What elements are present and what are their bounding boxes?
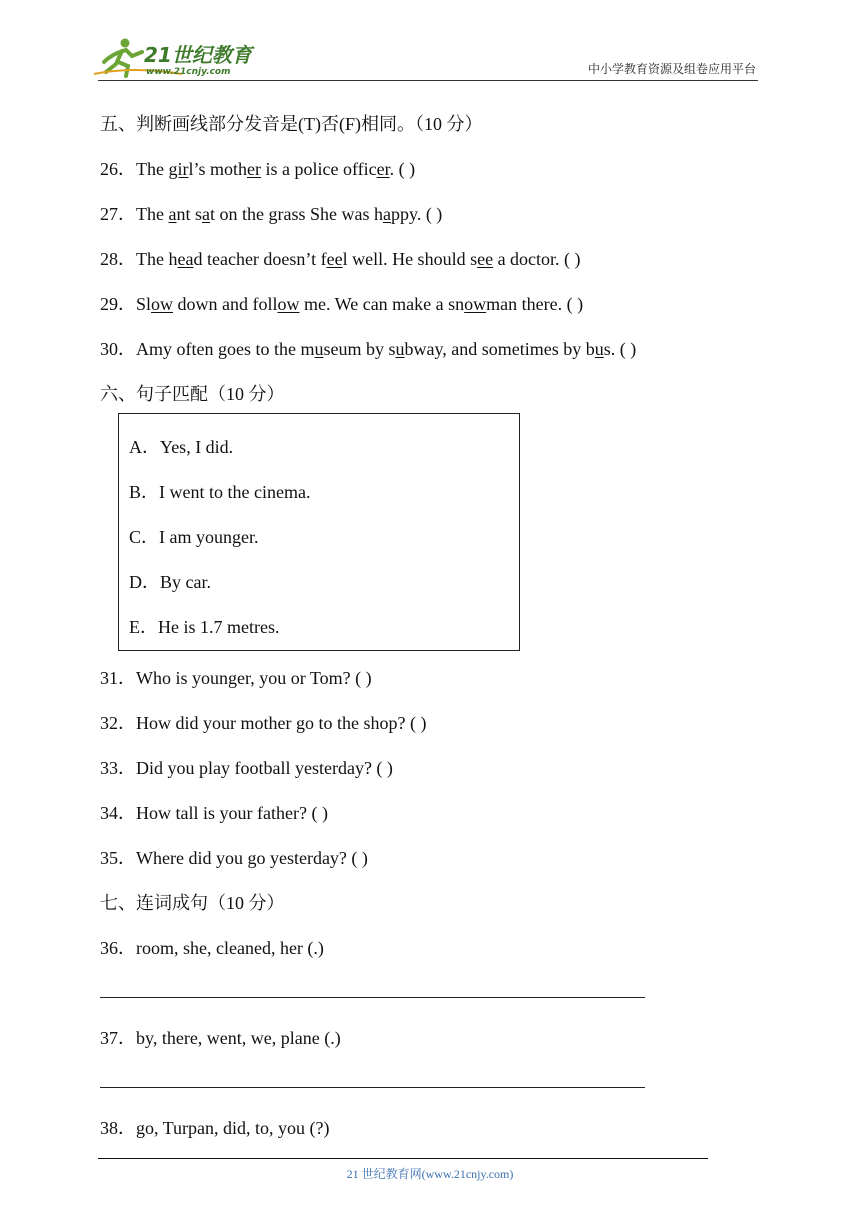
question-number: 38． — [100, 1118, 136, 1138]
header-divider — [98, 80, 758, 81]
footer-divider — [98, 1158, 708, 1159]
sentence-text: is a police offic — [260, 159, 377, 179]
question-number: 32． — [100, 713, 136, 733]
question-text: go, Turpan, did, to, you (?) — [136, 1118, 330, 1138]
underlined-sound: ow — [151, 294, 174, 314]
option-c: C．I am younger. — [129, 527, 259, 547]
underlined-sound: ow — [464, 294, 487, 314]
underlined-sound: a — [202, 204, 210, 224]
logo-url: www.21cnjy.com — [146, 67, 231, 77]
underlined-sound: ee — [326, 249, 343, 269]
question-30 — [100, 335, 636, 361]
question-number: 35． — [100, 848, 136, 868]
question-text: Who is younger, you or Tom? ( ) — [136, 668, 372, 688]
question-number: 28． — [100, 249, 136, 269]
sentence-text: ppy. ( ) — [390, 204, 443, 224]
question-text: Did you play football yesterday? ( ) — [136, 758, 393, 778]
question-31 — [100, 664, 372, 690]
question-number: 36． — [100, 938, 136, 958]
question-27 — [100, 200, 442, 226]
underlined-sound: u — [395, 339, 405, 359]
question-number: 37． — [100, 1028, 136, 1048]
question-34 — [100, 799, 328, 825]
section7-title: 七、连词成句（10 分） — [100, 893, 285, 913]
logo-text: 21世纪教育 — [144, 43, 252, 67]
underlined-sound: er — [247, 159, 261, 179]
answer-line-37[interactable] — [100, 1087, 645, 1088]
underlined-sound: gir — [168, 159, 189, 179]
question-35 — [100, 844, 368, 870]
option-a: A．Yes, I did. — [129, 437, 234, 457]
underlined-sound: u — [314, 339, 324, 359]
underlined-sound: ee — [477, 249, 494, 269]
question-29 — [100, 290, 583, 316]
sentence-text: l’s moth — [188, 159, 247, 179]
question-number: 31． — [100, 668, 136, 688]
option-e: E．He is 1.7 metres. — [129, 617, 280, 637]
sentence-text: The — [136, 159, 169, 179]
question-32 — [100, 709, 426, 735]
sentence-text: down and foll — [173, 294, 278, 314]
question-text: How tall is your father? ( ) — [136, 803, 328, 823]
question-text: room, she, cleaned, her (.) — [136, 938, 324, 958]
sentence-text: a doctor. ( ) — [493, 249, 581, 269]
question-text: by, there, went, we, plane (.) — [136, 1028, 341, 1048]
question-text: Where did you go yesterday? ( ) — [136, 848, 368, 868]
question-number: 30． — [100, 339, 136, 359]
sentence-text: t on the grass She was h — [210, 204, 383, 224]
underlined-sound: a — [382, 204, 391, 224]
question-number: 33． — [100, 758, 136, 778]
sentence-text: seum by s — [323, 339, 396, 359]
footer-text: 21 世纪教育网(www.21cnjy.com) — [346, 1167, 514, 1181]
sentence-text: The h — [136, 249, 178, 269]
sentence-text: l well. He should s — [342, 249, 478, 269]
underlined-sound: ow — [277, 294, 300, 314]
platform-tagline: 中小学教育资源及组卷应用平台 — [587, 62, 756, 76]
underlined-sound: a — [168, 204, 177, 224]
sentence-text: . ( ) — [389, 159, 416, 179]
sentence-text: s. ( ) — [603, 339, 637, 359]
question-37 — [100, 1024, 341, 1050]
question-number: 29． — [100, 294, 136, 314]
sentence-text: Amy often goes to the m — [136, 339, 315, 359]
sentence-text: me. We can make a sn — [299, 294, 465, 314]
question-text: How did your mother go to the shop? ( ) — [136, 713, 427, 733]
question-number: 34． — [100, 803, 136, 823]
underlined-sound: er — [376, 159, 390, 179]
section5-title: 五、判断画线部分发音是(T)否(F)相同。（10 分） — [100, 114, 483, 134]
question-36 — [100, 934, 324, 960]
question-number: 26． — [100, 159, 136, 179]
option-d: D．By car. — [129, 572, 211, 592]
question-28 — [100, 245, 581, 271]
option-b: B．I went to the cinema. — [129, 482, 311, 502]
question-33 — [100, 754, 393, 780]
question-38 — [100, 1114, 330, 1140]
sentence-text: man there. ( ) — [486, 294, 584, 314]
site-logo — [92, 36, 262, 80]
section6-title: 六、句子匹配（10 分） — [100, 384, 285, 404]
question-26 — [100, 155, 415, 181]
question-number: 27． — [100, 204, 136, 224]
answer-line-36[interactable] — [100, 997, 645, 998]
sentence-text: nt s — [176, 204, 202, 224]
sentence-text: Sl — [136, 294, 152, 314]
sentence-text: d teacher doesn’t f — [193, 249, 327, 269]
underlined-sound: u — [594, 339, 604, 359]
options-box — [118, 413, 520, 651]
underlined-sound: ea — [177, 249, 194, 269]
sentence-text: The — [136, 204, 169, 224]
sentence-text: bway, and sometimes by b — [404, 339, 595, 359]
